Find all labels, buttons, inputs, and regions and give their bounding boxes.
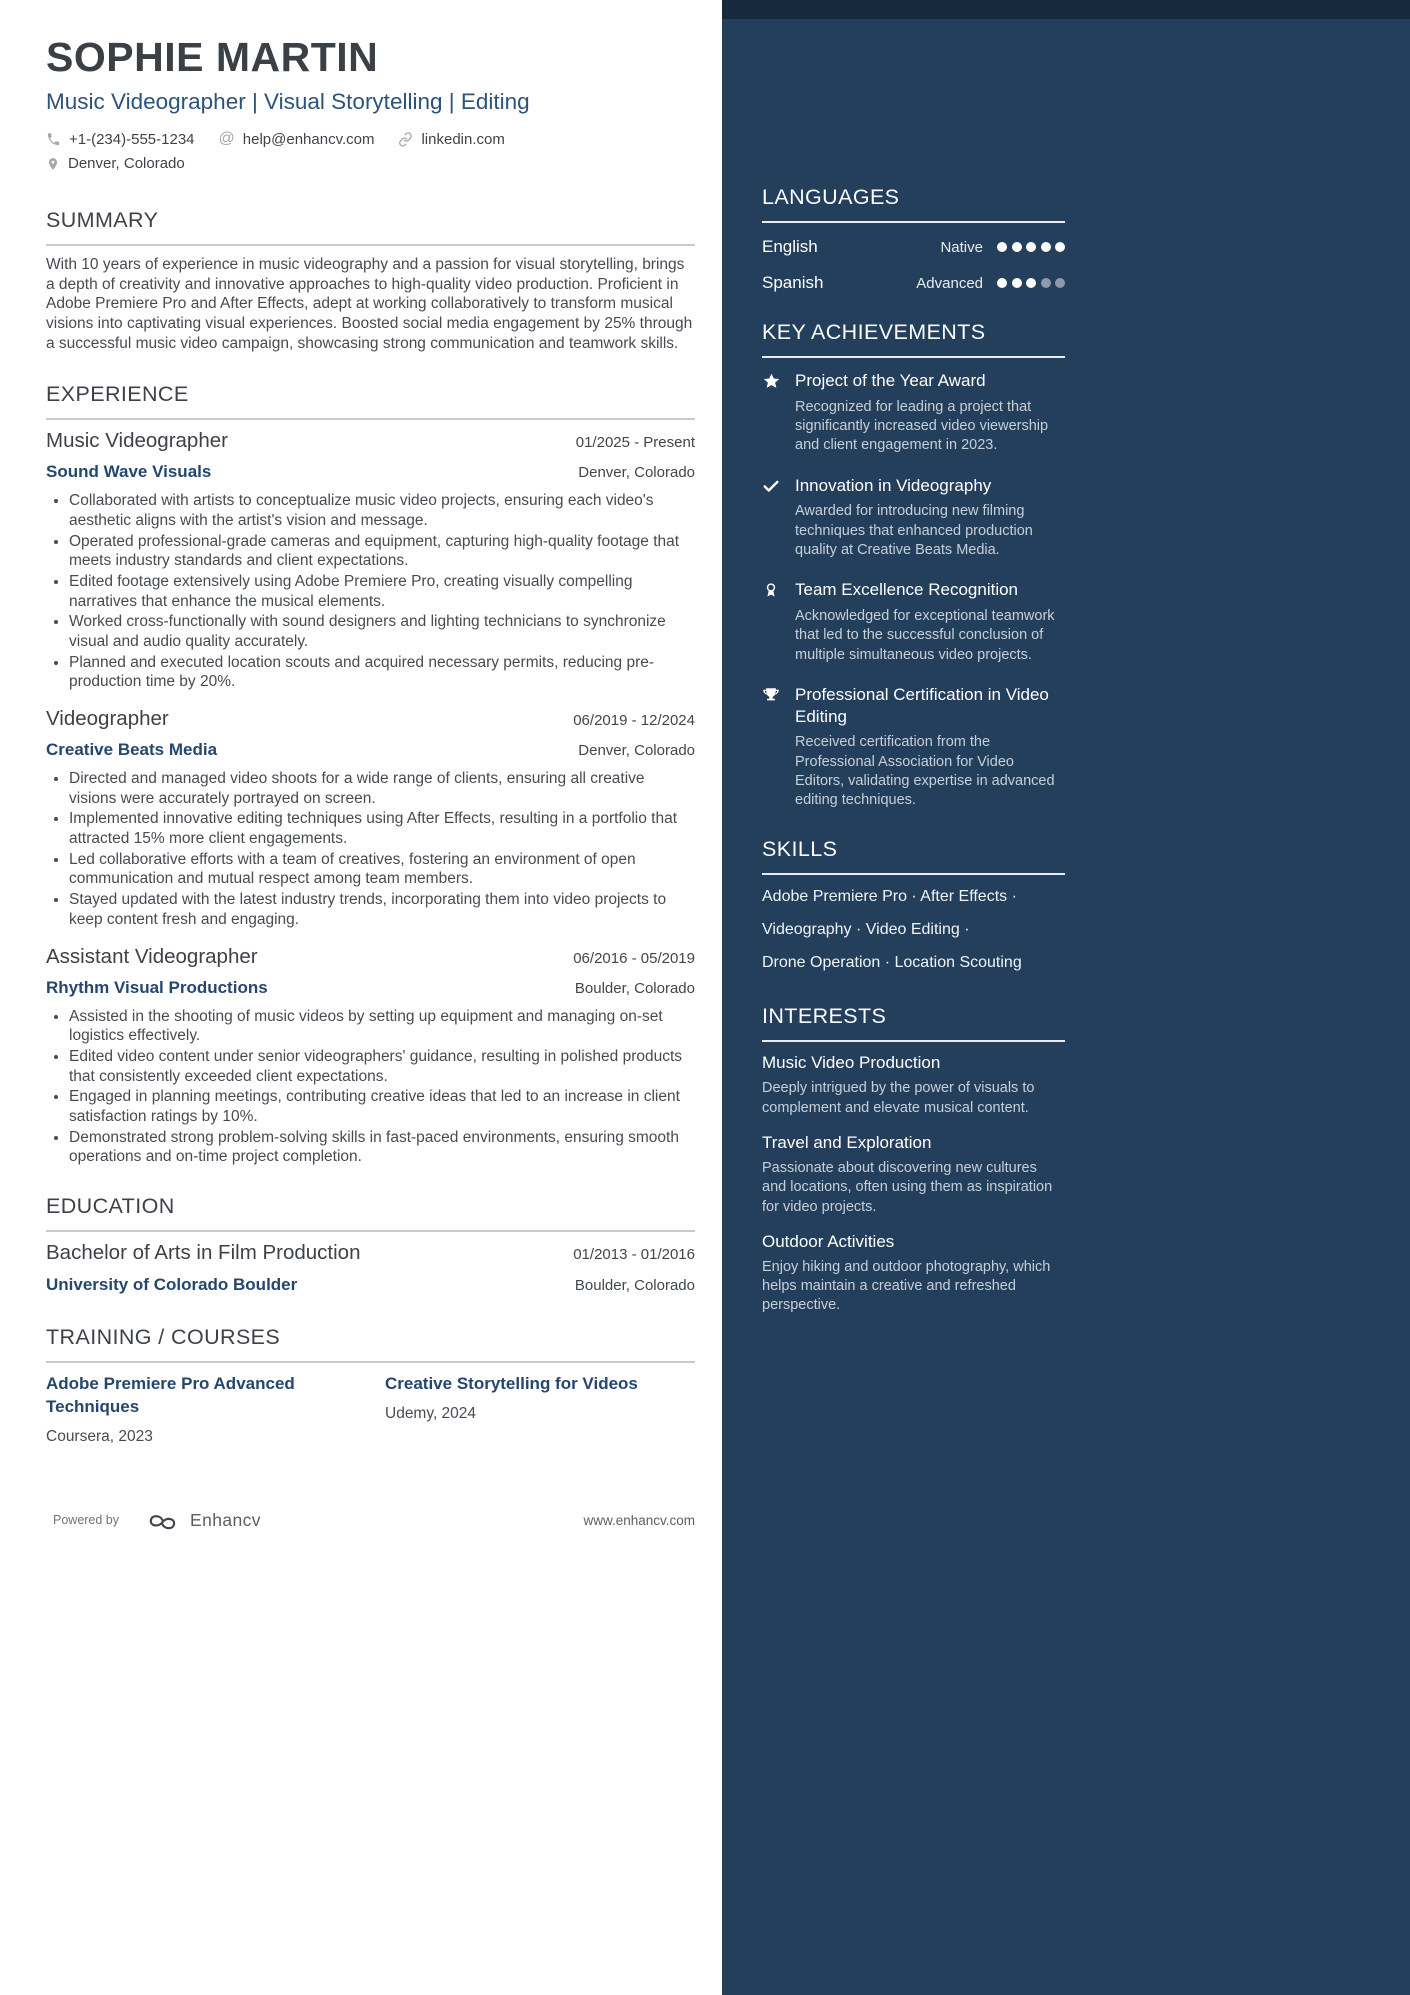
achievement-item bbox=[762, 684, 1065, 811]
phone-contact bbox=[46, 131, 195, 148]
course-provider: Coursera, 2023 bbox=[46, 1427, 153, 1445]
education-heading: EDUCATION bbox=[46, 1194, 695, 1232]
enhancv-url[interactable]: www.enhancv.com bbox=[583, 1512, 695, 1528]
check-icon bbox=[762, 475, 795, 561]
degree-title: Bachelor of Arts in Film Production bbox=[46, 1240, 361, 1264]
job-location: Denver, Colorado bbox=[578, 742, 695, 760]
language-row bbox=[762, 235, 1065, 259]
job-bullet: • Edited footage extensively using Adobe Premiere Pro, creating visually compelling narratives that enhance the musical elements. bbox=[69, 572, 695, 611]
website-contact[interactable] bbox=[398, 131, 504, 148]
job-bullet: • Directed and managed video shoots for a wide range of clients, ensuring all creative visions were accurately portrayed on screen. bbox=[69, 769, 695, 808]
interest-title: Music Video Production bbox=[762, 1053, 941, 1073]
phone-icon bbox=[46, 132, 61, 147]
job-bullet-list bbox=[46, 1007, 695, 1167]
interest-item bbox=[762, 1133, 1065, 1217]
phone-number: +1-(234)-555-1234 bbox=[69, 130, 195, 148]
job-entry bbox=[46, 945, 695, 1167]
job-entry bbox=[46, 429, 695, 692]
education-entry bbox=[46, 1241, 695, 1295]
job-bullet: • Engaged in planning meetings, contributing creative ideas that led to an increase in client satisfaction ratings by 10%. bbox=[69, 1087, 695, 1126]
interest-item bbox=[762, 1232, 1065, 1316]
achievement-title: Project of the Year Award bbox=[795, 371, 986, 390]
job-title: Assistant Videographer bbox=[46, 944, 258, 968]
enhancv-logo-icon bbox=[145, 1508, 181, 1532]
job-title: Videographer bbox=[46, 707, 169, 731]
job-bullet: • Assisted in the shooting of music videos by setting up equipment and managing on-set logistics effectively. bbox=[69, 1007, 695, 1046]
sidebar bbox=[722, 0, 1410, 1995]
languages-heading: LANGUAGES bbox=[762, 185, 1065, 223]
headline: Music Videographer | Visual Storytelling | Editing bbox=[46, 89, 530, 115]
footer bbox=[53, 1508, 695, 1532]
job-bullet-list bbox=[46, 491, 695, 692]
job-bullet: • Worked cross-functionally with sound designers and lighting technicians to synchronize visual and audio quality accurately. bbox=[69, 612, 695, 651]
language-level-dots bbox=[997, 242, 1065, 252]
achievement-item bbox=[762, 579, 1065, 665]
achievement-title: Innovation in Videography bbox=[795, 475, 992, 495]
enhancv-brand-name: Enhancv bbox=[190, 1509, 261, 1530]
sidebar-top-strip bbox=[722, 0, 1410, 19]
location-pin-icon bbox=[46, 156, 60, 172]
location-text: Denver, Colorado bbox=[68, 155, 185, 173]
skills-line: Adobe Premiere Pro · After Effects · bbox=[762, 888, 1017, 906]
achievement-title: Professional Certification in Video Editing bbox=[795, 684, 1049, 726]
course-title: Creative Storytelling for Videos bbox=[385, 1373, 638, 1393]
training-heading: TRAINING / COURSES bbox=[46, 1325, 695, 1363]
language-name: Spanish bbox=[762, 273, 824, 292]
achievement-item bbox=[762, 370, 1065, 456]
job-bullet: • Led collaborative efforts with a team of creatives, fostering an environment of open communication and mutual respect among team members. bbox=[69, 850, 695, 889]
job-dates: 01/2025 - Present bbox=[575, 434, 695, 452]
job-dates: 06/2019 - 12/2024 bbox=[573, 712, 695, 730]
email-contact[interactable] bbox=[219, 130, 375, 148]
achievement-item bbox=[762, 475, 1065, 561]
job-bullet: • Operated professional-grade cameras and equipment, capturing high-quality footage that meets industry standards and client expectations. bbox=[69, 532, 695, 571]
school-name: University of Colorado Boulder bbox=[46, 1274, 298, 1294]
email-address[interactable]: help@enhancv.com bbox=[242, 130, 375, 148]
interest-item bbox=[762, 1053, 1065, 1118]
person-name: SOPHIE MARTIN bbox=[46, 34, 379, 80]
skills-line: Drone Operation · Location Scouting bbox=[762, 954, 1022, 972]
interests-heading: INTERESTS bbox=[762, 1004, 1065, 1042]
achievement-description: Acknowledged for exceptional teamwork that led to the successful conclusion of multiple simultaneous video projects. bbox=[795, 607, 1055, 663]
interest-description: Passionate about discovering new cultures and locations, often using them as inspiration for video projects. bbox=[762, 1159, 1053, 1215]
location-row bbox=[46, 155, 695, 172]
achievement-description: Received certification from the Professional Association for Video Editors, validating expertise in advanced editing techniques. bbox=[795, 734, 1055, 809]
job-bullet: • Stayed updated with the latest industry trends, incorporating them into video projects to keep content fresh and engaging. bbox=[69, 890, 695, 929]
job-bullet: • Demonstrated strong problem-solving skills in fast-paced environments, ensuring smooth operations and on-time project completion. bbox=[69, 1128, 695, 1167]
interest-title: Outdoor Activities bbox=[762, 1231, 895, 1251]
course-title: Adobe Premiere Pro Advanced Techniques bbox=[46, 1373, 295, 1416]
job-company: Rhythm Visual Productions bbox=[46, 977, 268, 997]
link-icon bbox=[398, 132, 413, 147]
interest-description: Deeply intrigued by the power of visuals to complement and elevate musical content. bbox=[762, 1080, 1035, 1116]
course-provider: Udemy, 2024 bbox=[385, 1404, 477, 1422]
language-level-dots bbox=[997, 278, 1065, 288]
achievements-heading: KEY ACHIEVEMENTS bbox=[762, 320, 1065, 358]
language-level: Native bbox=[940, 238, 983, 256]
job-bullet: • Planned and executed location scouts and acquired necessary permits, reducing pre-production time by 20%. bbox=[69, 653, 695, 692]
job-bullet: • Edited video content under senior videographers' guidance, resulting in polished products that consistently exceeded client expectations. bbox=[69, 1047, 695, 1086]
contact-row bbox=[46, 130, 695, 148]
skills-line: Videography · Video Editing · bbox=[762, 921, 970, 939]
interest-description: Enjoy hiking and outdoor photography, which helps maintain a creative and refreshed perspective. bbox=[762, 1258, 1051, 1314]
language-level: Advanced bbox=[916, 274, 983, 292]
job-bullet-list bbox=[46, 769, 695, 929]
skills-heading: SKILLS bbox=[762, 837, 1065, 875]
experience-heading: EXPERIENCE bbox=[46, 382, 695, 420]
star-icon bbox=[762, 370, 795, 456]
education-location: Boulder, Colorado bbox=[574, 1276, 695, 1294]
medal-icon bbox=[762, 579, 795, 665]
job-company: Creative Beats Media bbox=[46, 740, 218, 760]
language-name: English bbox=[762, 237, 818, 256]
interest-title: Travel and Exploration bbox=[762, 1132, 932, 1152]
job-bullet: • Implemented innovative editing techniques using After Effects, resulting in a portfolio that attracted 15% more client engagements. bbox=[69, 809, 695, 848]
summary-text: With 10 years of experience in music videography and a passion for visual storytelling, brings a depth of creativity and innovative approaches to high-quality video production. Proficient in Adobe Premiere Pro and After Effects, adept at working collaboratively to transform musical visions into captivating visual experiences. Boosted social media engagement by 25% through a successful music video campaign, showcasing strong communication and teamwork skills. bbox=[46, 256, 693, 352]
course-entry bbox=[46, 1373, 351, 1446]
education-dates: 01/2013 - 01/2016 bbox=[573, 1245, 695, 1263]
job-bullet: • Collaborated with artists to conceptualize music video projects, ensuring each video's aesthetic aligns with the artist's vision and message. bbox=[69, 491, 695, 530]
job-company: Sound Wave Visuals bbox=[46, 462, 212, 482]
course-entry bbox=[385, 1373, 695, 1446]
job-entry bbox=[46, 707, 695, 929]
trophy-icon bbox=[762, 684, 795, 811]
website-url[interactable]: linkedin.com bbox=[421, 130, 505, 148]
summary-heading: SUMMARY bbox=[46, 208, 695, 246]
job-location: Boulder, Colorado bbox=[574, 979, 695, 997]
email-at-icon: @ bbox=[218, 130, 235, 148]
job-dates: 06/2016 - 05/2019 bbox=[573, 949, 695, 967]
job-title: Music Videographer bbox=[46, 429, 228, 453]
achievement-description: Recognized for leading a project that significantly increased video viewership and client engagement in 2023. bbox=[795, 398, 1049, 454]
powered-by-label: Powered by bbox=[53, 1513, 120, 1527]
achievement-title: Team Excellence Recognition bbox=[795, 580, 1019, 600]
course-list bbox=[46, 1373, 695, 1446]
achievement-description: Awarded for introducing new filming techniques that enhanced production quality at Creative Beats Media. bbox=[795, 503, 1033, 558]
language-row bbox=[762, 271, 1065, 295]
job-location: Denver, Colorado bbox=[578, 464, 695, 482]
location-contact bbox=[46, 155, 185, 172]
